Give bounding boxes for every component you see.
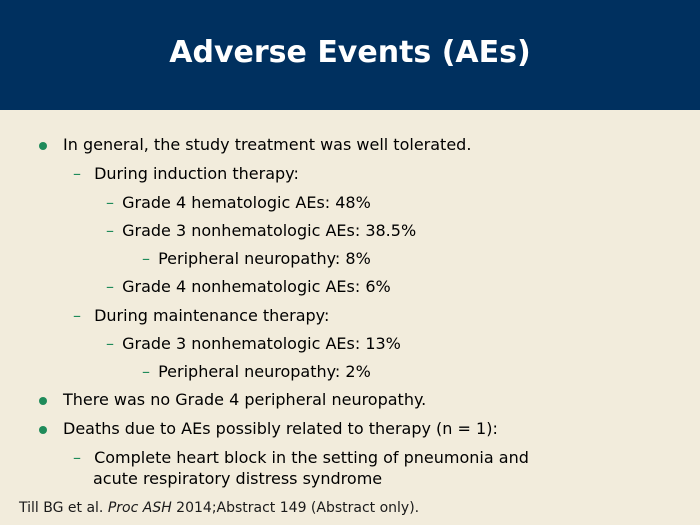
- level4-bullet-text: Peripheral neuropathy: 8%: [158, 249, 371, 268]
- footnote-rest: 2014;Abstract 149 (Abstract only).: [171, 500, 420, 516]
- sub-bullet-text: acute respiratory distress syndrome: [93, 469, 383, 488]
- sub-sub-bullet-item: [106, 276, 391, 298]
- sub-sub-bullet-item: [106, 220, 416, 242]
- slide-header: [0, 0, 700, 110]
- sub-bullet-text: During maintenance therapy:: [94, 306, 330, 325]
- sub-bullet-text: During induction therapy:: [94, 164, 299, 183]
- level4-bullet-item: [142, 248, 371, 270]
- dash-icon: –: [106, 277, 114, 296]
- level4-bullet-text: Peripheral neuropathy: 2%: [158, 362, 371, 381]
- sub-bullet-continuation: [93, 468, 382, 490]
- dash-icon: –: [106, 221, 114, 240]
- dash-icon: –: [106, 193, 114, 212]
- dash-icon: –: [73, 306, 81, 325]
- dash-icon: –: [73, 164, 81, 183]
- footnote-authors: Till BG et al.: [19, 500, 108, 516]
- sub-bullet-item: [73, 163, 299, 185]
- sub-sub-bullet-text: Grade 3 nonhematologic AEs: 38.5%: [122, 221, 417, 240]
- dash-icon: –: [142, 249, 150, 268]
- footnote-journal: Proc ASH: [107, 500, 172, 516]
- sub-bullet-item: [73, 447, 529, 469]
- sub-sub-bullet-text: Grade 4 hematologic AEs: 48%: [122, 193, 371, 212]
- bullet-dot-icon: [39, 426, 47, 434]
- sub-bullet-text: Complete heart block in the setting of pneumonia and: [94, 448, 529, 467]
- bullet-dot-icon: [39, 142, 47, 150]
- bullet-dot-icon: [39, 397, 47, 405]
- sub-sub-bullet-item: [106, 192, 371, 214]
- sub-sub-bullet-text: Grade 3 nonhematologic AEs: 13%: [122, 334, 401, 353]
- sub-sub-bullet-item: [106, 333, 401, 355]
- level4-bullet-item: [142, 361, 371, 383]
- bullet-text: In general, the study treatment was well tolerated.: [63, 135, 472, 154]
- dash-icon: –: [142, 362, 150, 381]
- sub-bullet-item: [73, 305, 329, 327]
- slide-title: Adverse Events (AEs): [169, 34, 531, 70]
- dash-icon: –: [106, 334, 114, 353]
- dash-icon: –: [73, 448, 81, 467]
- bullet-text: There was no Grade 4 peripheral neuropathy.: [63, 390, 427, 409]
- footnote: [19, 500, 419, 516]
- bullet-text: Deaths due to AEs possibly related to therapy (n = 1):: [63, 419, 498, 438]
- sub-sub-bullet-text: Grade 4 nonhematologic AEs: 6%: [122, 277, 391, 296]
